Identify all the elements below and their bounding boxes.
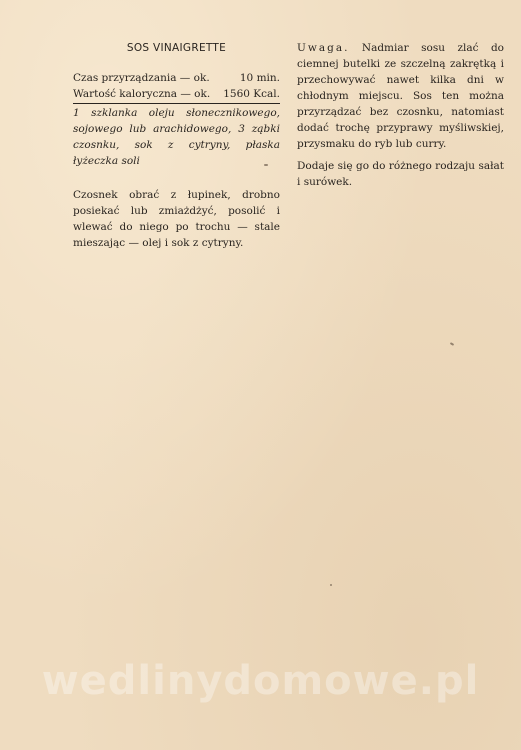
left-column	[73, 40, 280, 257]
calorie-label: Wartość kaloryczna — ok.	[73, 88, 211, 100]
ingredients-list: 1 szklanka oleju słonecznikowego, sojowego lub arachidowego, 3 ząbki czosnku, sok z cytryny, płaska łyżeczka soli	[73, 107, 280, 167]
note-label: Uwaga.	[297, 42, 350, 54]
instructions-text: Czosnek obrać z łupinek, drobno posiekać lub zmiażdżyć, posolić i wlewać do niego po trochu — stale mieszając — olej i sok z cytryny.	[73, 189, 280, 249]
paper-speck	[450, 342, 454, 346]
paper-speck	[264, 164, 268, 166]
note-text: Nadmiar sosu zlać do ciemnej butelki ze szczelną zakrętką i przechowywać nawet kilka dni w chłodnym miejscu. Sos ten można przyrządzać bez czosnku, natomiast dodać trochę przyprawy myśliwskiej, przysmaku do ryb lub curry.	[297, 42, 504, 150]
paper-speck	[330, 584, 332, 586]
prep-time-value: 10 min.	[239, 72, 280, 84]
calorie-value: 1560 Kcal.	[223, 88, 280, 100]
note-paragraph	[297, 40, 504, 152]
right-column	[297, 40, 504, 196]
serving-text: Dodaje się go do różnego rodzaju sałat i surówek.	[297, 160, 504, 188]
calorie-line	[73, 86, 280, 102]
divider-rule	[73, 103, 280, 104]
prep-time-line	[73, 70, 280, 86]
watermark-text: wedlinydomowe.pl	[41, 658, 480, 704]
prep-time-label: Czas przyrządzania — ok.	[73, 72, 210, 84]
recipe-title: SOS VINAIGRETTE	[126, 42, 227, 54]
